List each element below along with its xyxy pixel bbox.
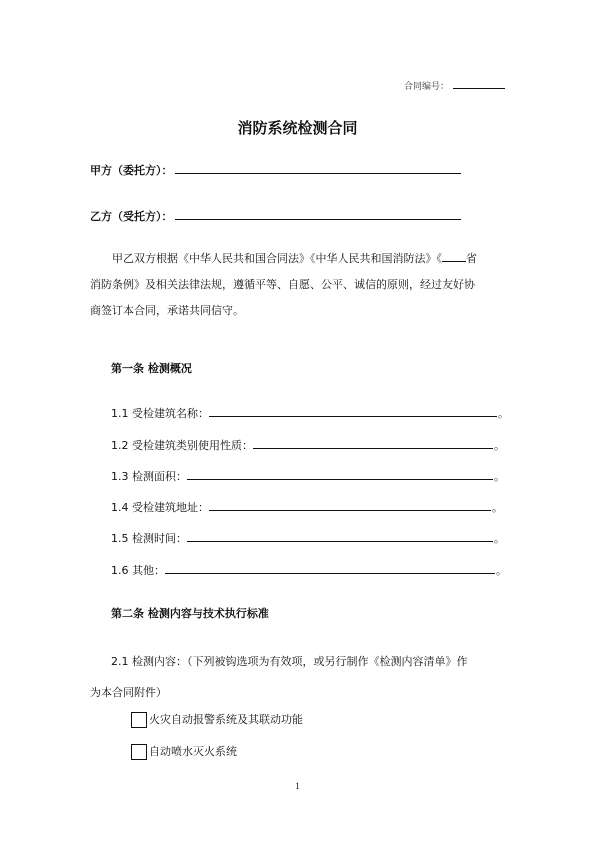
item-1-5: 1.5 检测时间： 。 bbox=[111, 532, 505, 545]
preamble-line-2: 消防条例》及相关法律法规，遵循平等、自愿、公平、诚信的原则，经过友好协 bbox=[90, 278, 475, 291]
preamble-line-1: 甲乙双方根据《中华人民共和国合同法》《中华人民共和国消防法》《 省 bbox=[112, 252, 477, 265]
article-2-heading: 第二条 检测内容与技术执行标准 bbox=[111, 607, 269, 620]
inspection-time-blank[interactable] bbox=[187, 530, 493, 542]
party-a-blank[interactable] bbox=[175, 161, 461, 174]
contract-number-blank[interactable] bbox=[453, 78, 505, 89]
option-sprinkler: 自动喷水灭火系统 bbox=[131, 743, 237, 760]
item-1-2: 1.2 受检建筑类别使用性质： 。 bbox=[111, 439, 505, 452]
checkbox-sprinkler[interactable] bbox=[131, 744, 147, 760]
building-address-blank[interactable] bbox=[209, 499, 491, 511]
page-title: 消防系统检测合同 bbox=[237, 119, 358, 137]
preamble-line-3: 商签订本合同，承诺共同信守。 bbox=[90, 304, 244, 317]
party-b bbox=[90, 207, 461, 224]
province-blank[interactable] bbox=[442, 250, 466, 262]
inspection-area-blank[interactable] bbox=[187, 468, 493, 480]
party-b-blank[interactable] bbox=[175, 207, 461, 220]
item-1-4: 1.4 受检建筑地址： 。 bbox=[111, 501, 503, 514]
contract-number-label: 合同编号： bbox=[403, 82, 449, 92]
other-blank[interactable] bbox=[165, 562, 495, 574]
contract-number bbox=[404, 78, 505, 92]
preamble bbox=[90, 246, 510, 324]
article-1-heading: 第一条 检测概况 bbox=[111, 362, 192, 375]
item-1-6: 1.6 其他： 。 bbox=[111, 564, 507, 577]
page-number: 1 bbox=[295, 781, 300, 791]
item-1-1: 1.1 受检建筑名称： 。 bbox=[111, 407, 509, 420]
checkbox-fire-alarm[interactable] bbox=[131, 712, 147, 728]
item-1-3: 1.3 检测面积： 。 bbox=[111, 470, 505, 483]
party-a-label: 甲方（委托方）： bbox=[90, 164, 173, 177]
content-line-2: 为本合同附件） bbox=[90, 686, 167, 699]
content-line-1: 2.1 检测内容：（下列被钩选项为有效项，或另行制作《检测内容清单》作 bbox=[111, 655, 468, 668]
building-category-blank[interactable] bbox=[253, 437, 493, 449]
party-a bbox=[90, 161, 461, 178]
option-fire-alarm: 火灾自动报警系统及其联动功能 bbox=[131, 711, 303, 728]
building-name-blank[interactable] bbox=[209, 405, 497, 417]
party-b-label: 乙方（受托方）： bbox=[90, 210, 173, 223]
